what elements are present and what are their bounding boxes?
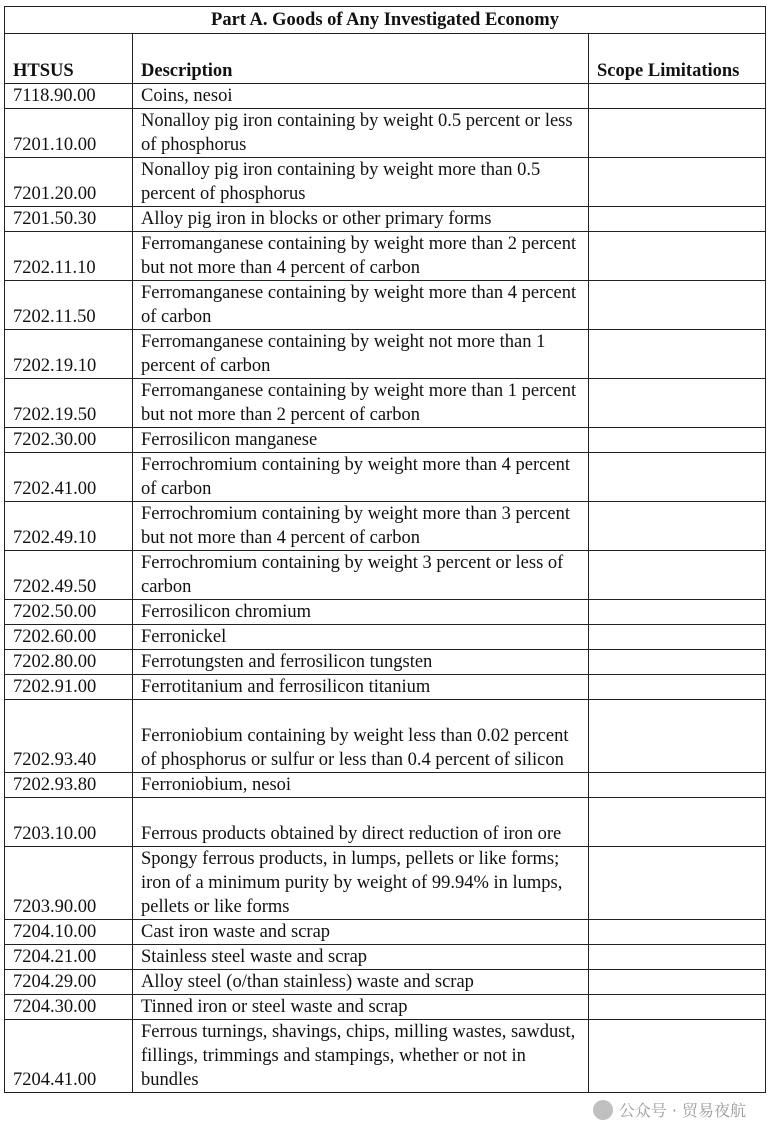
table-row: [5, 158, 766, 207]
htsus-code-cell: 7201.10.00: [5, 109, 133, 158]
htsus-code-cell: 7202.50.00: [5, 600, 133, 625]
scope-limitations-cell: [589, 995, 766, 1020]
htsus-code-cell: 7202.91.00: [5, 675, 133, 700]
htsus-code-cell: 7203.90.00: [5, 847, 133, 920]
description-cell: Ferrochromium containing by weight 3 percent or less of carbon: [133, 551, 589, 600]
description-cell: Ferrochromium containing by weight more than 4 percent of carbon: [133, 453, 589, 502]
htsus-code-cell: 7202.19.50: [5, 379, 133, 428]
description-cell: Ferrochromium containing by weight more than 3 percent but not more than 4 percent of carbon: [133, 502, 589, 551]
description-cell: Ferronickel: [133, 625, 589, 650]
table-row: [5, 798, 766, 847]
description-cell: Cast iron waste and scrap: [133, 920, 589, 945]
table-title: Part A. Goods of Any Investigated Economy: [5, 7, 766, 34]
table-row: [5, 551, 766, 600]
scope-limitations-cell: [589, 232, 766, 281]
description-cell: Ferromanganese containing by weight not more than 1 percent of carbon: [133, 330, 589, 379]
htsus-code-cell: 7202.93.40: [5, 700, 133, 773]
scope-limitations-cell: [589, 945, 766, 970]
htsus-code-cell: 7202.11.10: [5, 232, 133, 281]
htsus-code-cell: 7204.30.00: [5, 995, 133, 1020]
table-row: [5, 207, 766, 232]
scope-limitations-cell: [589, 207, 766, 232]
scope-limitations-cell: [589, 330, 766, 379]
description-cell: Ferromanganese containing by weight more than 1 percent but not more than 2 percent of carbon: [133, 379, 589, 428]
htsus-code-cell: 7201.20.00: [5, 158, 133, 207]
table-row: [5, 600, 766, 625]
description-cell: Ferrous turnings, shavings, chips, milling wastes, sawdust, fillings, trimmings and stampings, whether or not in bundles: [133, 1020, 589, 1093]
description-cell: Ferrotungsten and ferrosilicon tungsten: [133, 650, 589, 675]
header-htsus: HTSUS: [5, 34, 133, 84]
htsus-code-cell: 7201.50.30: [5, 207, 133, 232]
table-row: [5, 847, 766, 920]
description-cell: Ferrotitanium and ferrosilicon titanium: [133, 675, 589, 700]
htsus-code-cell: 7202.80.00: [5, 650, 133, 675]
description-cell: Alloy pig iron in blocks or other primary forms: [133, 207, 589, 232]
scope-limitations-cell: [589, 281, 766, 330]
htsus-code-cell: 7118.90.00: [5, 84, 133, 109]
htsus-code-cell: 7204.21.00: [5, 945, 133, 970]
table-row: [5, 675, 766, 700]
description-cell: Spongy ferrous products, in lumps, pellets or like forms; iron of a minimum purity by weight of 99.94% in lumps, pellets or like forms: [133, 847, 589, 920]
table-row: [5, 1020, 766, 1093]
scope-limitations-cell: [589, 453, 766, 502]
table-row: [5, 281, 766, 330]
htsus-table: [4, 6, 766, 1093]
htsus-code-cell: 7202.49.50: [5, 551, 133, 600]
wechat-icon: [593, 1100, 613, 1120]
htsus-code-cell: 7202.41.00: [5, 453, 133, 502]
scope-limitations-cell: [589, 84, 766, 109]
description-cell: Ferromanganese containing by weight more than 2 percent but not more than 4 percent of carbon: [133, 232, 589, 281]
htsus-code-cell: 7202.93.80: [5, 773, 133, 798]
table-row: [5, 970, 766, 995]
table-row: [5, 995, 766, 1020]
table-row: [5, 84, 766, 109]
htsus-code-cell: 7202.30.00: [5, 428, 133, 453]
watermark: [593, 1098, 746, 1121]
header-scope-limitations: Scope Limitations: [589, 34, 766, 84]
table-row: [5, 920, 766, 945]
description-cell: Ferrosilicon manganese: [133, 428, 589, 453]
scope-limitations-cell: [589, 773, 766, 798]
scope-limitations-cell: [589, 551, 766, 600]
table-row: [5, 773, 766, 798]
scope-limitations-cell: [589, 700, 766, 773]
description-cell: Nonalloy pig iron containing by weight more than 0.5 percent of phosphorus: [133, 158, 589, 207]
table-row: [5, 453, 766, 502]
header-description: Description: [133, 34, 589, 84]
description-cell: Ferrous products obtained by direct reduction of iron ore: [133, 798, 589, 847]
htsus-code-cell: 7202.49.10: [5, 502, 133, 551]
scope-limitations-cell: [589, 675, 766, 700]
table-row: [5, 945, 766, 970]
scope-limitations-cell: [589, 1020, 766, 1093]
scope-limitations-cell: [589, 502, 766, 551]
table-row: [5, 502, 766, 551]
scope-limitations-cell: [589, 650, 766, 675]
description-cell: Ferrosilicon chromium: [133, 600, 589, 625]
description-cell: Ferromanganese containing by weight more than 4 percent of carbon: [133, 281, 589, 330]
scope-limitations-cell: [589, 920, 766, 945]
scope-limitations-cell: [589, 109, 766, 158]
table-row: [5, 109, 766, 158]
table-row: [5, 625, 766, 650]
htsus-code-cell: 7204.10.00: [5, 920, 133, 945]
scope-limitations-cell: [589, 600, 766, 625]
htsus-code-cell: 7202.60.00: [5, 625, 133, 650]
description-cell: Coins, nesoi: [133, 84, 589, 109]
htsus-code-cell: 7202.19.10: [5, 330, 133, 379]
htsus-code-cell: 7204.29.00: [5, 970, 133, 995]
table-row: [5, 700, 766, 773]
table-row: [5, 330, 766, 379]
table-body: [5, 84, 766, 1093]
description-cell: Stainless steel waste and scrap: [133, 945, 589, 970]
description-cell: Ferroniobium, nesoi: [133, 773, 589, 798]
htsus-code-cell: 7202.11.50: [5, 281, 133, 330]
htsus-code-cell: 7204.41.00: [5, 1020, 133, 1093]
table-row: [5, 650, 766, 675]
description-cell: Ferroniobium containing by weight less than 0.02 percent of phosphorus or sulfur or less than 0.4 percent of silicon: [133, 700, 589, 773]
description-cell: Alloy steel (o/than stainless) waste and scrap: [133, 970, 589, 995]
document-page: [4, 6, 766, 1093]
scope-limitations-cell: [589, 379, 766, 428]
table-row: [5, 232, 766, 281]
table-row: [5, 379, 766, 428]
watermark-text: 公众号 · 贸易夜航: [618, 1101, 746, 1120]
description-cell: Nonalloy pig iron containing by weight 0.5 percent or less of phosphorus: [133, 109, 589, 158]
scope-limitations-cell: [589, 428, 766, 453]
scope-limitations-cell: [589, 158, 766, 207]
htsus-code-cell: 7203.10.00: [5, 798, 133, 847]
table-row: [5, 428, 766, 453]
scope-limitations-cell: [589, 847, 766, 920]
scope-limitations-cell: [589, 798, 766, 847]
scope-limitations-cell: [589, 970, 766, 995]
description-cell: Tinned iron or steel waste and scrap: [133, 995, 589, 1020]
scope-limitations-cell: [589, 625, 766, 650]
